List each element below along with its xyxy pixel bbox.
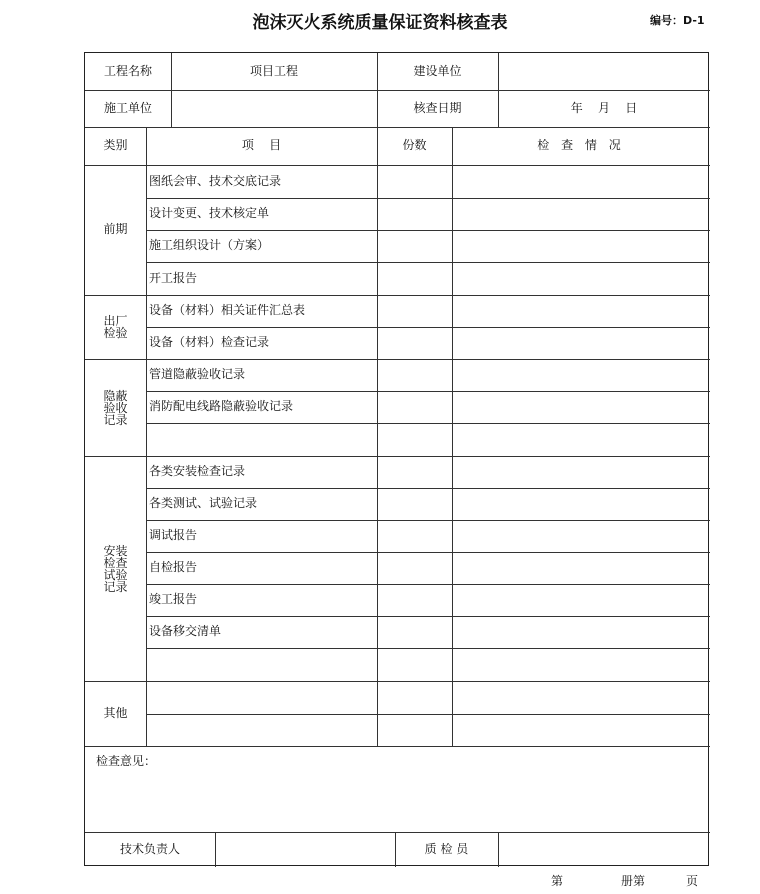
tech-lead-signature[interactable] xyxy=(215,832,395,867)
group-label: 安装检查试验记录 xyxy=(103,543,128,594)
inspector-signature[interactable] xyxy=(498,832,710,867)
check-date-value[interactable]: 年 月 日 xyxy=(570,100,638,115)
group-label: 其他 xyxy=(103,705,128,720)
contractor-value[interactable] xyxy=(171,90,377,127)
item-row: 设计变更、技术核定单 xyxy=(149,206,270,221)
builder-value[interactable] xyxy=(498,53,710,90)
group-label: 隐蔽验收记录 xyxy=(103,388,128,427)
item-row xyxy=(146,648,377,681)
item-row: 设备移交清单 xyxy=(149,624,222,639)
inspector-label: 质 检 员 xyxy=(424,841,469,856)
item-row: 各类安装检查记录 xyxy=(149,464,246,479)
inspection-table xyxy=(84,52,709,866)
contractor-label: 施工单位 xyxy=(103,100,152,115)
item-row xyxy=(146,714,377,746)
project-name-label: 工程名称 xyxy=(103,63,152,78)
footer-volume-prefix: 第 xyxy=(551,874,564,888)
item-row: 设备（材料）相关证件汇总表 xyxy=(149,303,306,318)
column-copies: 份数 xyxy=(402,138,427,153)
form-code: 编号：D-1 xyxy=(650,14,705,27)
item-row: 设备（材料）检查记录 xyxy=(149,335,270,350)
project-name-value[interactable]: 项目工程 xyxy=(249,63,298,78)
check-date-label: 核查日期 xyxy=(413,100,462,115)
item-row xyxy=(146,681,377,714)
page-title: 泡沫灭火系统质量保证资料核查表 xyxy=(252,13,508,33)
group-label: 出厂检验 xyxy=(103,314,128,340)
tech-lead-label: 技术负责人 xyxy=(119,841,180,856)
column-status: 检 查 情 况 xyxy=(537,138,625,153)
item-row: 图纸会审、技术交底记录 xyxy=(149,173,282,188)
footer-volume-suffix: 册第 xyxy=(621,874,646,888)
column-category: 类别 xyxy=(103,138,128,153)
group-label: 前期 xyxy=(103,222,128,237)
item-row: 开工报告 xyxy=(149,270,198,285)
item-row xyxy=(146,423,377,456)
item-row: 调试报告 xyxy=(149,528,198,543)
item-row: 竣工报告 xyxy=(149,592,198,607)
item-row: 管道隐蔽验收记录 xyxy=(149,367,246,382)
builder-label: 建设单位 xyxy=(413,63,462,78)
item-row: 消防配电线路隐蔽验收记录 xyxy=(149,399,294,414)
item-row: 各类测试、试验记录 xyxy=(149,496,258,511)
column-item: 项 目 xyxy=(241,138,282,153)
item-row: 自检报告 xyxy=(149,560,198,575)
footer-page-suffix: 页 xyxy=(686,874,699,888)
item-row: 施工组织设计（方案） xyxy=(149,238,270,253)
opinion-label: 检查意见： xyxy=(96,754,157,769)
